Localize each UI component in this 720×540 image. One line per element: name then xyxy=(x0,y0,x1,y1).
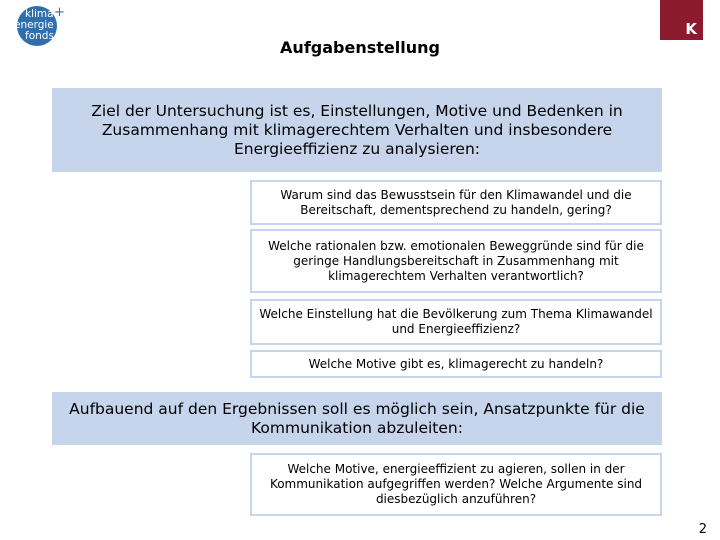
logo-line1: klima xyxy=(25,8,54,20)
question-box-1: Warum sind das Bewusstsein für den Klimawandel und die Bereitschaft, dementsprechend zu handeln, gering? xyxy=(250,180,662,225)
logo-line2: energie xyxy=(14,19,54,31)
question-box-4: Welche Motive gibt es, klimagerecht zu handeln? xyxy=(250,350,662,378)
question-box-2: Welche rationalen bzw. emotionalen Beweggründe sind für die geringe Handlungsbereitschaft in Zusammenhang mit klimagerechtem Verhalten verantwortlich? xyxy=(250,229,662,293)
intro-box: Ziel der Untersuchung ist es, Einstellungen, Motive und Bedenken in Zusammenhang mit klimagerechtem Verhalten und insbesondere Energieeffizienz zu analysieren: xyxy=(52,88,662,172)
page-number: 2 xyxy=(698,522,707,537)
question-box-3: Welche Einstellung hat die Bevölkerung zum Thema Klimawandel und Energieeffizienz? xyxy=(250,299,662,345)
second-box: Aufbauend auf den Ergebnissen soll es möglich sein, Ansatzpunkte für die Kommunikation abzuleiten: xyxy=(52,392,662,445)
page-title: Aufgabenstellung xyxy=(280,38,440,57)
final-question-box: Welche Motive, energieeffizient zu agieren, sollen in der Kommunikation aufgegriffen werden? Welche Argumente sind diesbezüglich anzuführen? xyxy=(250,453,662,516)
logo-line3: fonds xyxy=(25,30,54,42)
logo-plus: + xyxy=(54,5,64,20)
brand-logo xyxy=(660,0,703,40)
brand-logo-letter: K xyxy=(685,20,697,38)
